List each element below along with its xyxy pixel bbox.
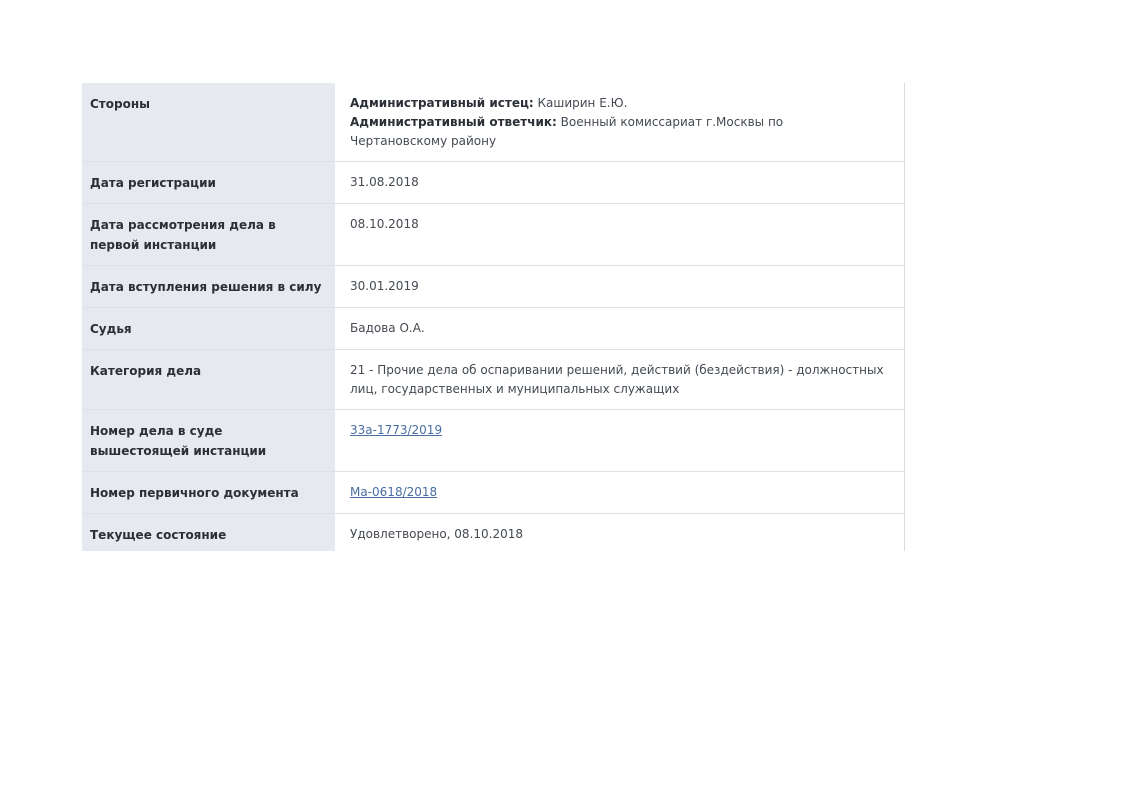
row-value: 31.08.2018 (350, 175, 419, 189)
row-label: Дата регистрации (82, 162, 335, 203)
row-value: 30.01.2019 (350, 279, 419, 293)
plaintiff-name: Каширин Е.Ю. (537, 96, 628, 110)
appeal-case-link[interactable]: 33а-1773/2019 (350, 423, 443, 437)
row-label: Судья (82, 308, 335, 349)
row-label: Категория дела (82, 350, 335, 409)
primary-document-link[interactable]: Ма-0618/2018 (350, 485, 438, 499)
row-value: 21 - Прочие дела об оспаривании решений, действий (бездействия) - должностных лиц, государственных и муниципальных служащих (350, 363, 884, 396)
row-label: Номер первичного документа (82, 472, 335, 513)
row-value: 08.10.2018 (350, 217, 419, 231)
row-value: Удовлетворено, 08.10.2018 (350, 527, 524, 541)
table-row-judge (82, 308, 904, 350)
parties-value (335, 83, 904, 161)
row-label: Текущее состояние (82, 514, 335, 551)
defendant-role: Административный ответчик: (350, 115, 557, 129)
table-row-appeal-case-number (82, 410, 904, 472)
table-row-first-instance-date (82, 204, 904, 266)
row-label: Дата вступления решения в силу (82, 266, 335, 307)
table-row-primary-document (82, 472, 904, 514)
table-row-current-status (82, 514, 904, 551)
row-label: Дата рассмотрения дела в первой инстанции (82, 204, 335, 265)
table-row-registration-date (82, 162, 904, 204)
table-row-effective-date (82, 266, 904, 308)
row-value (335, 410, 904, 471)
row-value: Бадова О.А. (350, 321, 425, 335)
table-row-parties (82, 83, 904, 162)
row-value (335, 472, 904, 513)
table-row-category (82, 350, 904, 410)
row-label: Стороны (82, 83, 335, 161)
row-label: Номер дела в суде вышестоящей инстанции (82, 410, 335, 471)
case-details-table (82, 83, 905, 551)
defendant (350, 113, 884, 151)
plaintiff-role: Административный истец: (350, 96, 534, 110)
defendant-name: Военный комиссариат г.Москвы по Чертановскому району (350, 115, 784, 148)
plaintiff (350, 94, 884, 113)
